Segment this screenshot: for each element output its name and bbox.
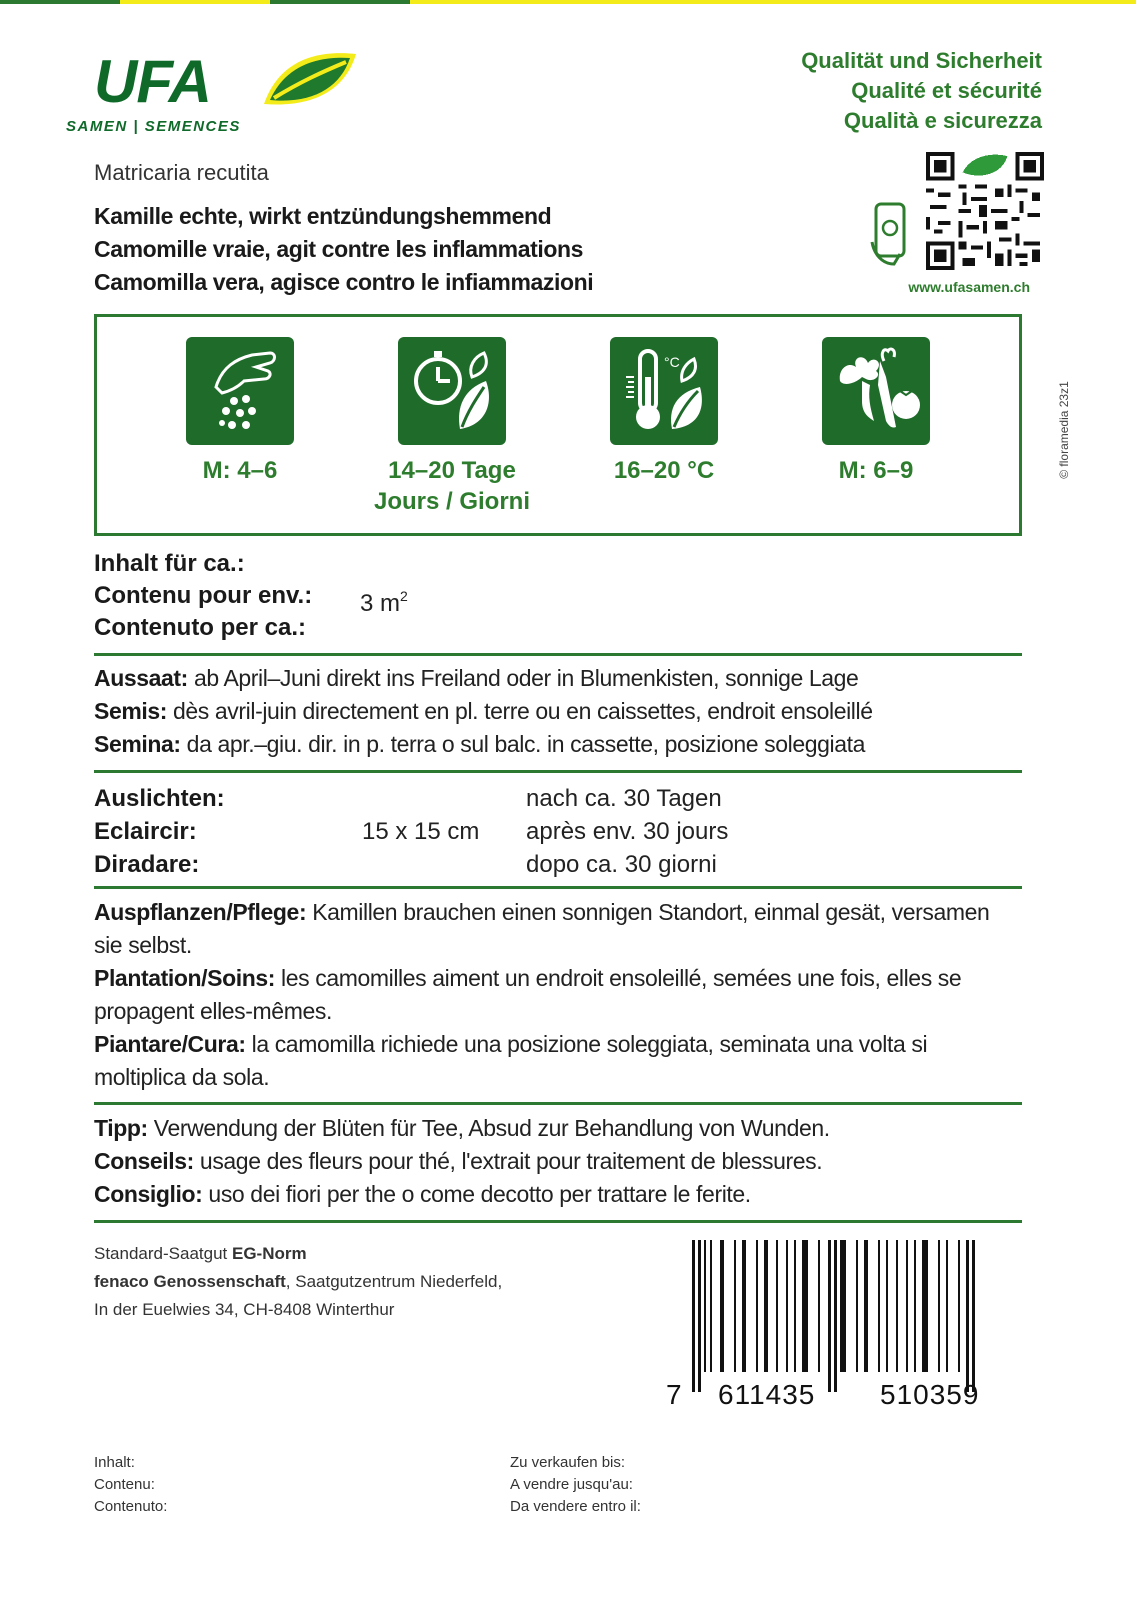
thermometer-icon xyxy=(610,337,718,445)
quality-line-de: Qualität und Sicherheit xyxy=(801,48,1042,73)
contents-label-de: Inhalt: xyxy=(94,1454,135,1471)
harvest-months-label: M: 6–9 xyxy=(838,457,914,484)
temperature-label: 16–20 °C xyxy=(613,457,715,484)
sell-by-label-fr: A vendre jusqu'au: xyxy=(510,1476,633,1493)
care-paragraph-it xyxy=(94,1028,1022,1094)
tip-text-it: uso dei fiori per the o come decotto per trattare le ferite. xyxy=(202,1181,751,1207)
content-area: 3 m xyxy=(360,590,401,617)
icon-item-temperature xyxy=(559,337,769,486)
tip-label-de: Tipp: xyxy=(94,1115,148,1141)
quality-line-it: Qualità e sicurezza xyxy=(843,108,1042,133)
sell-by-field xyxy=(510,1452,641,1518)
icon-item-harvest xyxy=(771,337,981,486)
care-paragraph-de xyxy=(94,896,1022,962)
company-division: , Saatgutzentrum Niederfeld, xyxy=(285,1272,503,1291)
cultivation-icons-box xyxy=(94,314,1022,536)
section-divider xyxy=(94,1102,1022,1105)
stopwatch-germination-icon xyxy=(398,337,506,445)
harvest-vegetables-icon xyxy=(822,337,930,445)
contents-label-fr: Contenu: xyxy=(94,1476,155,1493)
contents-label-it: Contenuto: xyxy=(94,1498,168,1515)
print-code: © floramedia 23z1 xyxy=(1057,381,1071,479)
sowing-section xyxy=(94,662,1022,761)
germination-days-fr-it: Jours / Giorni xyxy=(373,488,531,515)
seed-standard-norm: EG-Norm xyxy=(231,1244,307,1263)
icon-item-germination xyxy=(347,337,557,517)
sowing-line-de xyxy=(94,662,1022,695)
barcode-left-digits: 611435 xyxy=(718,1379,816,1410)
company-name: fenaco Genossenschaft xyxy=(94,1272,286,1291)
qr-code[interactable] xyxy=(926,152,1044,270)
top-strip-green-segment xyxy=(0,0,120,4)
tip-line-fr xyxy=(94,1145,1022,1178)
tips-section xyxy=(94,1112,1022,1211)
section-divider xyxy=(94,1220,1022,1223)
top-color-strip xyxy=(0,0,1136,4)
sowing-label-de: Aussaat: xyxy=(94,665,188,691)
sowing-label-fr: Semis: xyxy=(94,698,168,724)
sowing-text-fr: dès avril-juin directement en pl. terre ou en caissettes, endroit ensoleillé xyxy=(167,698,873,724)
qr-section xyxy=(866,152,1042,302)
ufa-logo xyxy=(66,48,366,144)
thinning-timing-de: nach ca. 30 Tagen xyxy=(526,785,722,812)
sowing-label-it: Semina: xyxy=(94,731,181,757)
content-amount xyxy=(94,548,1022,646)
care-text-fr: les camomilles aiment un endroit ensoleillé, semées une fois, elles se propagent elles-mêmes. xyxy=(94,965,962,1024)
section-divider xyxy=(94,770,1022,773)
sowing-line-it xyxy=(94,728,1022,761)
product-name-fr: Camomille vraie, agit contre les inflammations xyxy=(94,236,584,262)
product-name-de: Kamille echte, wirkt entzündungshemmend xyxy=(94,203,552,229)
care-label-it: Piantare/Cura: xyxy=(94,1031,246,1057)
icon-item-sowing xyxy=(135,337,345,486)
sell-by-label-de: Zu verkaufen bis: xyxy=(510,1454,626,1471)
ean-barcode xyxy=(666,1240,1026,1430)
leaf-icon xyxy=(260,48,360,112)
tip-line-de xyxy=(94,1112,1022,1145)
barcode-first-digit: 7 xyxy=(666,1379,682,1410)
care-section xyxy=(94,896,1022,1094)
logo-wordmark: UFA xyxy=(94,48,211,115)
germination-days-de: 14–20 Tage xyxy=(388,457,516,484)
smartphone-scan-icon xyxy=(870,198,914,270)
company-address: In der Euelwies 34, CH-8408 Winterthur xyxy=(94,1300,395,1319)
seed-standard xyxy=(94,1240,502,1268)
product-name-it: Camomilla vera, agisce contro le infiammazioni xyxy=(94,269,594,295)
sowing-text-de: ab April–Juni direkt ins Freiland oder in Blumenkisten, sonnige Lage xyxy=(187,665,859,691)
website-url[interactable]: www.ufasamen.ch xyxy=(908,279,1030,295)
care-paragraph-fr xyxy=(94,962,1022,1028)
quality-line-fr: Qualité et sécurité xyxy=(851,78,1042,103)
content-value xyxy=(360,580,408,620)
barcode-bars xyxy=(690,1240,1024,1392)
thinning-spacing: 15 x 15 cm xyxy=(362,818,480,845)
company-line xyxy=(94,1268,502,1296)
section-divider xyxy=(94,653,1022,656)
logo-subtitle: SAMEN | SEMENCES xyxy=(66,118,241,135)
tip-text-de: Verwendung der Blüten für Tee, Absud zur Behandlung von Wunden. xyxy=(147,1115,830,1141)
thinning-timing-it: dopo ca. 30 giorni xyxy=(526,851,717,878)
thinning-section xyxy=(94,782,1022,882)
tip-text-fr: usage des fleurs pour thé, l'extrait pour traitement de blessures. xyxy=(193,1148,823,1174)
sowing-hand-icon xyxy=(186,337,294,445)
producer-info xyxy=(94,1240,502,1324)
thinning-label-de: Auslichten: xyxy=(94,785,225,812)
thinning-timing-fr: après env. 30 jours xyxy=(526,818,729,845)
section-divider xyxy=(94,886,1022,889)
seed-standard-text: Standard-Saatgut xyxy=(94,1244,232,1263)
top-strip-green-segment xyxy=(270,0,410,4)
tip-line-it xyxy=(94,1178,1022,1211)
instructions xyxy=(94,548,1022,646)
latin-name: Matricaria recutita xyxy=(94,160,269,185)
thinning-label-fr: Eclaircir: xyxy=(94,818,197,845)
sowing-text-it: da apr.–giu. dir. in p. terra o sul balc. in cassette, posizione soleggiata xyxy=(180,731,865,757)
product-names xyxy=(94,200,593,299)
barcode-right-digits: 510359 xyxy=(880,1379,980,1410)
thinning-label-it: Diradare: xyxy=(94,851,200,878)
care-text-de: Kamillen brauchen einen sonnigen Standort, einmal gesät, versamen sie selbst. xyxy=(94,899,990,958)
germination-days-label xyxy=(347,455,557,517)
content-label-de: Inhalt für ca.: xyxy=(94,550,245,577)
care-label-de: Auspflanzen/Pflege: xyxy=(94,899,307,925)
tip-label-it: Consiglio: xyxy=(94,1181,203,1207)
content-area-unit-power: 2 xyxy=(400,588,408,604)
quality-statement xyxy=(801,46,1042,136)
sell-by-label-it: Da vendere entro il: xyxy=(510,1498,641,1515)
sowing-months-label: M: 4–6 xyxy=(202,457,278,484)
svg-text:°C: °C xyxy=(664,354,680,370)
contents-field xyxy=(94,1452,167,1518)
content-label-it: Contenuto per ca.: xyxy=(94,614,307,641)
care-label-fr: Plantation/Soins: xyxy=(94,965,276,991)
tip-label-fr: Conseils: xyxy=(94,1148,194,1174)
sowing-line-fr xyxy=(94,695,1022,728)
content-label-fr: Contenu pour env.: xyxy=(94,582,313,609)
care-text-it: la camomilla richiede una posizione soleggiata, seminata una volta si moltiplica da sola. xyxy=(94,1031,928,1090)
